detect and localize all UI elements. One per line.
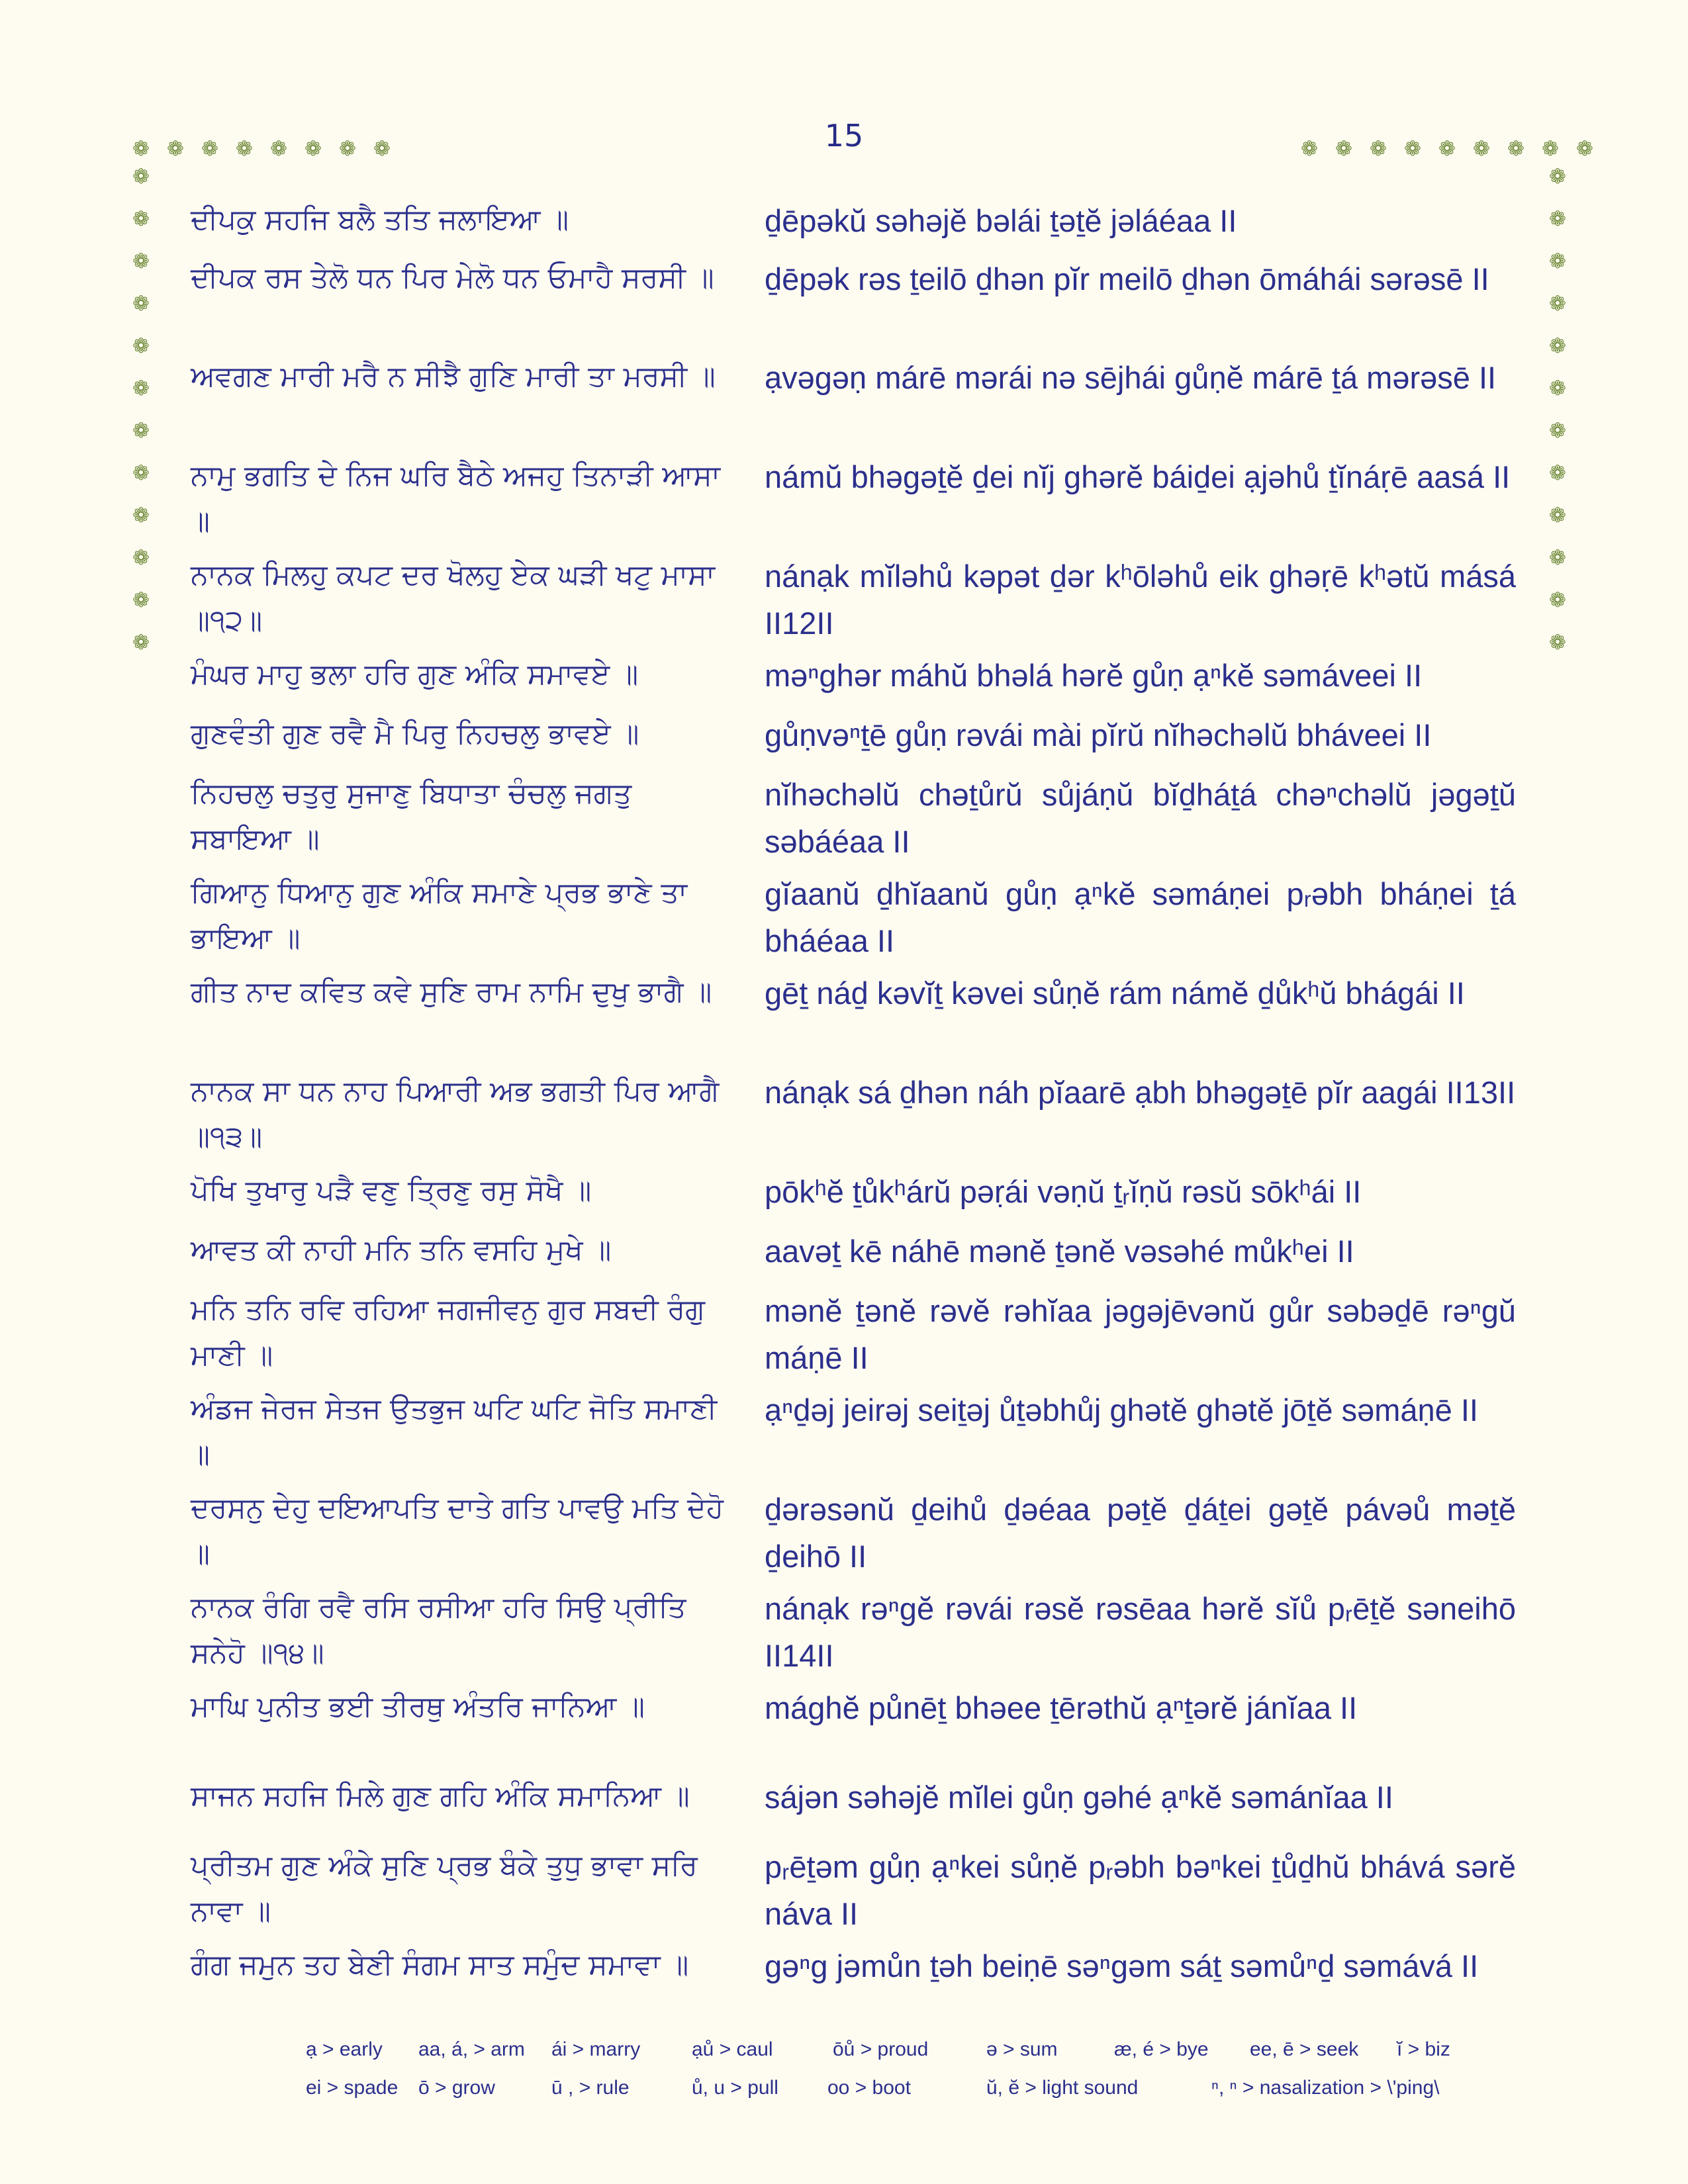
flower-ornament-icon: ❁ — [1438, 137, 1456, 161]
legend-item: ei > spade — [306, 2077, 399, 2099]
legend-item: ⁿ, ⁿ > nasalization > \'ping\ — [1211, 2077, 1440, 2099]
transliteration-line: sájən səhəjĕ mĭlei gůṇ gəhé ạⁿkĕ səmánĭaa II — [765, 1780, 1393, 1815]
gurmukhi-line: ਅੰਡਜ ਜੇਰਜ ਸੇਤਜ ਉਤਭੁਜ ਘਟਿ ਘਟਿ ਜੋਤਿ ਸਮਾਣੀ ॥ — [191, 1392, 718, 1471]
legend-item: æ, é > bye — [1114, 2038, 1209, 2060]
gurmukhi-line: ਪੋਖਿ ਤੁਖਾਰੁ ਪੜੈ ਵਣੁ ਤ੍ਰਿਣੁ ਰਸੁ ਸੋਖੈ ॥ — [191, 1174, 592, 1207]
gurmukhi-line: ਨਾਮੁ ਭਗਤਿ ਦੇ ਨਿਜ ਘਰਿ ਬੈਠੇ ਅਜਹੁ ਤਿਨਾੜੀ ਆਸਾ ॥ — [191, 459, 721, 538]
transliteration-line: mághĕ půnēṯ bhəee ṯērəthŭ ạⁿṯərĕ jánĭaa II — [765, 1690, 1358, 1725]
flower-ornament-icon: ❁ — [1549, 588, 1566, 612]
legend-item: ŭ, ĕ > light sound — [986, 2077, 1139, 2099]
flower-ornament-icon: ❁ — [132, 631, 150, 655]
gurmukhi-line: ਦੀਪਕੁ ਸਹਜਿ ਬਲੈ ਤਤਿ ਜਲਾਇਆ ॥ — [191, 203, 569, 236]
gurmukhi-line: ਗੁਣਵੰਤੀ ਗੁਣ ਰਵੈ ਮੈ ਪਿਰੁ ਨਿਹਚਲੁ ਭਾਵਏ ॥ — [191, 717, 639, 751]
transliteration-line: nánạk sá ḏhən náh pĭaarē ạbh bhəgəṯē pĭr aagái II13II — [765, 1075, 1516, 1110]
transliteration-line: ḏərəsənŭ ḏeihů ḏəéaa pəṯĕ ḏáṯei gəṯĕ pávəů məṯĕ ḏeihō II — [765, 1492, 1516, 1574]
transliteration-line: ạⁿḏəj jeirəj seiṯəj ůṯəbhůj ghətĕ ghətĕ jōṯĕ səmáṇē II — [765, 1392, 1478, 1428]
transliteration-line: nánạk mĭləhů kəpət ḏər kʰōləhů eik ghəṛē kʰətŭ másá II12II — [765, 559, 1516, 641]
legend-item: oo > boot — [827, 2077, 911, 2099]
transliteration-line: gůṇvəⁿṯē gůṇ rəvái mài pĭrŭ nĭhəchəlŭ bháveei II — [765, 717, 1432, 752]
flower-ornament-icon: ❁ — [1549, 207, 1566, 231]
transliteration-line: mənĕ ṯənĕ rəvĕ rəhĭaa jəgəjēvənŭ gůr səbəḏē rəⁿgŭ máṇē II — [765, 1293, 1516, 1375]
flower-ornament-icon: ❁ — [1370, 137, 1387, 161]
flower-ornament-icon: ❁ — [1404, 137, 1421, 161]
gurmukhi-line: ਮੰਘਰ ਮਾਹੁ ਭਲਾ ਹਰਿ ਗੁਣ ਅੰਕਿ ਸਮਾਵਏ ॥ — [191, 658, 639, 691]
legend-item: ū , > rule — [551, 2077, 630, 2099]
flower-ornament-icon: ❁ — [132, 504, 150, 527]
flower-ornament-icon: ❁ — [1549, 377, 1566, 400]
gurmukhi-line: ਮਨਿ ਤਨਿ ਰਵਿ ਰਹਿਆ ਜਗਜੀਵਨੁ ਗੁਰ ਸਬਦੀ ਰੰਗੁ ਮਾਣੀ ॥ — [191, 1293, 705, 1372]
flower-ornament-icon: ❁ — [1549, 419, 1566, 443]
gurmukhi-line: ਆਵਤ ਕੀ ਨਾਹੀ ਮਨਿ ਤਨਿ ਵਸਹਿ ਮੁਖੇ ॥ — [191, 1234, 612, 1267]
flower-ornament-icon: ❁ — [132, 207, 150, 231]
flower-ornament-icon: ❁ — [270, 137, 287, 161]
flower-ornament-icon: ❁ — [132, 461, 150, 485]
gurmukhi-line: ਨਾਨਕ ਮਿਲਹੁ ਕਪਟ ਦਰ ਖੋਲਹੁ ਏਕ ਘੜੀ ਖਟੁ ਮਾਸਾ ॥੧੨॥ — [191, 559, 716, 637]
legend-item: ōů > proud — [833, 2038, 929, 2060]
gurmukhi-line: ਗੀਤ ਨਾਦ ਕਵਿਤ ਕਵੇ ਸੁਣਿ ਰਾਮ ਨਾਮਿ ਦੁਖੁ ਭਾਗੈ ॥ — [191, 976, 712, 1009]
transliteration-line: gĭaanŭ ḏhĭaanŭ gůṇ ạⁿkĕ səmáṇei pᵣəbh bháṇei ṯá bháéaa II — [765, 876, 1516, 958]
flower-ornament-icon: ❁ — [1549, 461, 1566, 485]
flower-ornament-icon: ❁ — [1549, 334, 1566, 358]
flower-ornament-icon: ❁ — [1542, 137, 1559, 161]
flower-ornament-icon: ❁ — [1473, 137, 1490, 161]
flower-ornament-icon: ❁ — [132, 546, 150, 570]
flower-ornament-icon: ❁ — [132, 334, 150, 358]
flower-ornament-icon: ❁ — [1549, 546, 1566, 570]
transliteration-line: gēṯ náḏ kəvĭṯ kəvei sůṇĕ rám námĕ ḏůkʰŭ bhágái II — [765, 976, 1465, 1011]
gurmukhi-line: ਨਾਨਕ ਰੰਗਿ ਰਵੈ ਰਸਿ ਰਸੀਆ ਹਰਿ ਸਿਉ ਪ੍ਰੀਤਿ ਸਨੇਹੋ ॥੧੪॥ — [191, 1591, 686, 1670]
legend-item: aa, á, > arm — [418, 2038, 525, 2060]
gurmukhi-line: ਮਾਘਿ ਪੁਨੀਤ ਭਈ ਤੀਰਥੁ ਅੰਤਰਿ ਜਾਨਿਆ ॥ — [191, 1690, 645, 1723]
transliteration-line: ạvəgəṇ márē mərái nə sējhái gůṇĕ márē ṯá mərəsē II — [765, 360, 1497, 395]
flower-ornament-icon: ❁ — [132, 137, 150, 161]
flower-ornament-icon: ❁ — [1549, 250, 1566, 273]
flower-ornament-icon: ❁ — [1301, 137, 1318, 161]
flower-ornament-icon: ❁ — [373, 137, 391, 161]
transliteration-line: ḏēpək rəs ṯeilō ḏhən pĭr meilō ḏhən ōmáhái sərəsē II — [765, 261, 1489, 296]
legend-item: ạů > caul — [692, 2038, 773, 2060]
transliteration-line: námŭ bhəgəṯĕ ḏei nĭj ghərĕ báiḏei ạjəhů ṯĭnáṛē aasá II — [765, 459, 1511, 494]
transliteration-line: pᵣēṯəm gůṇ ạⁿkei sůṇĕ pᵣəbh bəⁿkei ṯůḏhŭ bhává sərĕ náva II — [765, 1849, 1516, 1931]
flower-ornament-icon: ❁ — [132, 419, 150, 443]
transliteration-line: gəⁿg jəmůn ṯəh beiṇē səⁿgəm sáṯ səmůⁿḏ səmává II — [765, 1948, 1479, 1983]
gurmukhi-line: ਦੀਪਕ ਰਸ ਤੇਲੋ ਧਨ ਪਿਰ ਮੇਲੋ ਧਨ ਓਮਾਹੈ ਸਰਸੀ ॥ — [191, 261, 714, 295]
legend-item: ů, u > pull — [692, 2077, 778, 2099]
transliteration-line: ḏēpəkŭ səhəjĕ bəlái ṯəṯĕ jəláéaa II — [765, 203, 1237, 238]
flower-ornament-icon: ❁ — [1549, 631, 1566, 655]
gurmukhi-line: ਨਾਨਕ ਸਾ ਧਨ ਨਾਹ ਪਿਆਰੀ ਅਭ ਭਗਤੀ ਪਿਰ ਆਗੈ ॥੧੩॥ — [191, 1075, 720, 1154]
gurmukhi-line: ਗਿਆਨੁ ਧਿਆਨੁ ਗੁਣ ਅੰਕਿ ਸਮਾਣੇ ਪ੍ਰਭ ਭਾਣੇ ਤਾ ਭਾਇਆ ॥ — [191, 876, 688, 955]
flower-ornament-icon: ❁ — [1507, 137, 1524, 161]
legend-item: ái > marry — [551, 2038, 641, 2060]
transliteration-line: aavəṯ kē náhē mənĕ ṯənĕ vəsəhé můkʰei II — [765, 1234, 1354, 1269]
page-number: 15 — [824, 118, 864, 154]
flower-ornament-icon: ❁ — [132, 250, 150, 273]
flower-ornament-icon: ❁ — [1335, 137, 1352, 161]
flower-ornament-icon: ❁ — [132, 165, 150, 189]
gurmukhi-line: ਅਵਗਣ ਮਾਰੀ ਮਰੈ ਨ ਸੀਝੈ ਗੁਣਿ ਮਾਰੀ ਤਾ ਮਰਸੀ ॥ — [191, 360, 716, 393]
transliteration-line: məⁿghər máhŭ bhəlá hərĕ gůṇ ạⁿkĕ səmáveei II — [765, 658, 1423, 693]
flower-ornament-icon: ❁ — [236, 137, 253, 161]
flower-ornament-icon: ❁ — [132, 292, 150, 316]
flower-ornament-icon: ❁ — [1576, 137, 1593, 161]
gurmukhi-line: ਗੰਗ ਜਮੁਨ ਤਹ ਬੇਣੀ ਸੰਗਮ ਸਾਤ ਸਮੁੰਦ ਸਮਾਵਾ ॥ — [191, 1948, 689, 1981]
legend-item: ĭ > biz — [1397, 2038, 1450, 2060]
flower-ornament-icon: ❁ — [305, 137, 322, 161]
gurmukhi-line: ਨਿਹਚਲੁ ਚਤੁਰੁ ਸੁਜਾਣੁ ਬਿਧਾਤਾ ਚੰਚਲੁ ਜਗਤੁ ਸਬਾਇਆ ॥ — [191, 777, 632, 856]
flower-ornament-icon: ❁ — [132, 588, 150, 612]
flower-ornament-icon: ❁ — [339, 137, 356, 161]
legend-item: ə > sum — [986, 2038, 1058, 2060]
gurmukhi-line: ਸਾਜਨ ਸਹਜਿ ਮਿਲੇ ਗੁਣ ਗਹਿ ਅੰਕਿ ਸਮਾਨਿਆ ॥ — [191, 1780, 690, 1813]
legend-item: ạ > early — [306, 2038, 383, 2060]
transliteration-line: nánạk rəⁿgĕ rəvái rəsĕ rəsēaa hərĕ sĭů pᵣēṯĕ səneihō II14II — [765, 1591, 1516, 1673]
flower-ornament-icon: ❁ — [201, 137, 218, 161]
flower-ornament-icon: ❁ — [132, 377, 150, 400]
flower-ornament-icon: ❁ — [1549, 165, 1566, 189]
flower-ornament-icon: ❁ — [167, 137, 184, 161]
flower-ornament-icon: ❁ — [1549, 292, 1566, 316]
legend-item: ee, ē > seek — [1250, 2038, 1359, 2060]
legend-item: ō > grow — [418, 2077, 495, 2099]
flower-ornament-icon: ❁ — [1549, 504, 1566, 527]
gurmukhi-line: ਦਰਸਨੁ ਦੇਹੁ ਦਇਆਪਤਿ ਦਾਤੇ ਗਤਿ ਪਾਵਉ ਮਤਿ ਦੇਹੋ ॥ — [191, 1492, 724, 1570]
transliteration-line: pōkʰĕ ṯůkʰárŭ pəṛái vəṇŭ ṯᵣĭṇŭ rəsŭ sōkʰái II — [765, 1174, 1362, 1209]
gurmukhi-line: ਪ੍ਰੀਤਮ ਗੁਣ ਅੰਕੇ ਸੁਣਿ ਪ੍ਰਭ ਬੰਕੇ ਤੁਧੁ ਭਾਵਾ ਸਰਿ ਨਾਵਾ ॥ — [191, 1849, 698, 1928]
transliteration-line: nĭhəchəlŭ chəṯůrŭ sůjáṇŭ bĭḏháṯá chəⁿchəlŭ jəgəṯŭ səbáéaa II — [765, 777, 1516, 859]
